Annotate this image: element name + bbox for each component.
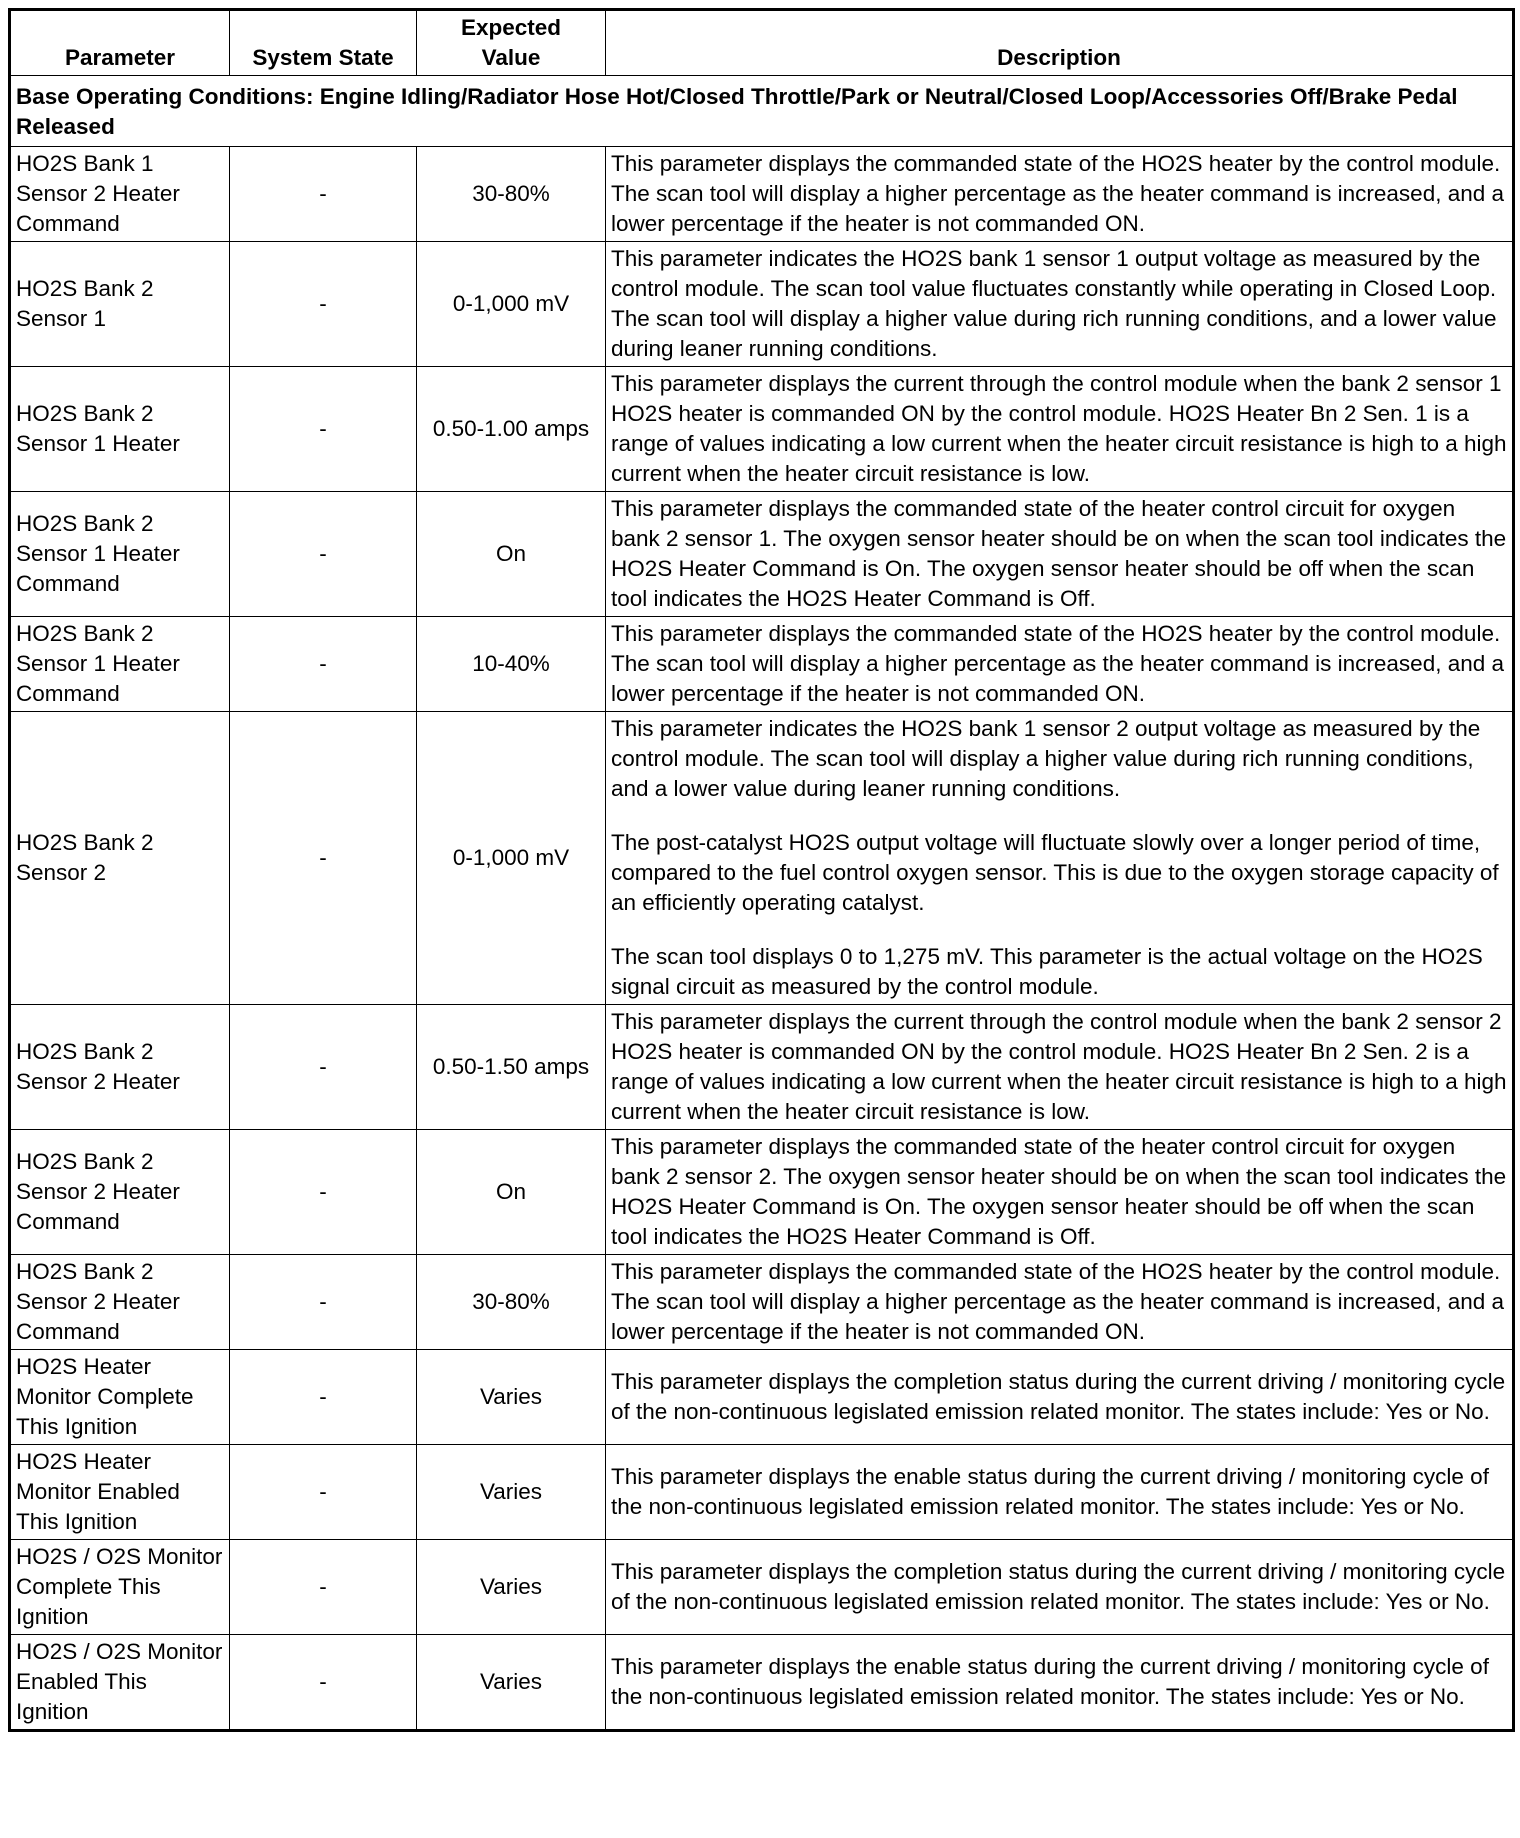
- description-paragraph: This parameter displays the enable status during the current driving / monitoring cycle of the non-continuous legislated emission related monitor. The states include: Yes or No.: [611, 1654, 1489, 1709]
- description-paragraph: This parameter displays the completion status during the current driving / monitoring cycle of the non-continuous legislated emission related monitor. The states include: Yes or No.: [611, 1369, 1506, 1424]
- system-state-cell: -: [230, 367, 417, 492]
- table-row: [10, 242, 1514, 367]
- expected-value-cell: 0.50-1.50 amps: [417, 1005, 606, 1130]
- description-paragraph: This parameter displays the commanded state of the HO2S heater by the control module. The scan tool will display a higher percentage as the heater command is increased, and a lower percentage if the heater is not commanded ON.: [611, 621, 1505, 706]
- description-paragraph: This parameter displays the current through the control module when the bank 2 sensor 2 HO2S heater is commanded ON by the control module. HO2S Heater Bn 2 Sen. 2 is a range of values indicating a low current when the heater circuit resistance is high to a high current when the heater circuit resistance is low.: [611, 1009, 1507, 1124]
- section-row: [10, 76, 1514, 147]
- description-cell: [606, 1005, 1514, 1130]
- description-cell: [606, 1635, 1514, 1731]
- table-row: [10, 492, 1514, 617]
- expected-value-cell: 30-80%: [417, 1255, 606, 1350]
- header-system-state: System State: [230, 10, 417, 76]
- system-state-cell: -: [230, 492, 417, 617]
- parameter-cell: HO2S Bank 2 Sensor 2 Heater Command: [10, 1130, 230, 1255]
- description-paragraph: This parameter displays the enable status during the current driving / monitoring cycle of the non-continuous legislated emission related monitor. The states include: Yes or No.: [611, 1464, 1489, 1519]
- expected-value-cell: Varies: [417, 1445, 606, 1540]
- parameter-cell: HO2S Heater Monitor Complete This Ignition: [10, 1350, 230, 1445]
- table-row: [10, 147, 1514, 242]
- description-paragraph: This parameter indicates the HO2S bank 1 sensor 1 output voltage as measured by the control module. The scan tool value fluctuates constantly while operating in Closed Loop. The scan tool will display a higher value during rich running conditions, and a lower value during leaner running conditions.: [611, 246, 1497, 361]
- description-paragraph: This parameter displays the completion status during the current driving / monitoring cycle of the non-continuous legislated emission related monitor. The states include: Yes or No.: [611, 1559, 1506, 1614]
- header-description: Description: [606, 10, 1514, 76]
- header-expected-value: Expected Value: [417, 10, 606, 76]
- description-cell: [606, 1255, 1514, 1350]
- system-state-cell: -: [230, 617, 417, 712]
- description-paragraph: This parameter displays the commanded state of the HO2S heater by the control module. The scan tool will display a higher percentage as the heater command is increased, and a lower percentage if the heater is not commanded ON.: [611, 151, 1505, 236]
- expected-value-cell: 0-1,000 mV: [417, 712, 606, 1005]
- description-cell: [606, 617, 1514, 712]
- description-paragraph: The post-catalyst HO2S output voltage will fluctuate slowly over a longer period of time, compared to the fuel control oxygen sensor. This is due to the oxygen storage capacity of an efficiently operating catalyst.: [611, 830, 1499, 915]
- expected-value-cell: Varies: [417, 1540, 606, 1635]
- description-paragraph: This parameter displays the current through the control module when the bank 2 sensor 1 HO2S heater is commanded ON by the control module. HO2S Heater Bn 2 Sen. 1 is a range of values indicating a low current when the heater circuit resistance is high to a high current when the heater circuit resistance is low.: [611, 371, 1507, 486]
- table-row: [10, 1350, 1514, 1445]
- expected-value-cell: Varies: [417, 1635, 606, 1731]
- expected-value-cell: Varies: [417, 1350, 606, 1445]
- table-row: [10, 1540, 1514, 1635]
- description-cell: [606, 367, 1514, 492]
- system-state-cell: -: [230, 1635, 417, 1731]
- parameter-cell: HO2S / O2S Monitor Complete This Ignition: [10, 1540, 230, 1635]
- parameter-cell: HO2S Heater Monitor Enabled This Ignition: [10, 1445, 230, 1540]
- description-paragraph: The scan tool displays 0 to 1,275 mV. This parameter is the actual voltage on the HO2S signal circuit as measured by the control module.: [611, 944, 1483, 999]
- table-row: [10, 1445, 1514, 1540]
- parameter-cell: HO2S Bank 2 Sensor 2 Heater: [10, 1005, 230, 1130]
- description-paragraph: This parameter indicates the HO2S bank 1 sensor 2 output voltage as measured by the control module. The scan tool will display a higher value during rich running conditions, and a lower value during leaner running conditions.: [611, 716, 1481, 801]
- parameter-cell: HO2S Bank 2 Sensor 1 Heater Command: [10, 492, 230, 617]
- system-state-cell: -: [230, 1540, 417, 1635]
- table-row: [10, 712, 1514, 1005]
- description-cell: [606, 492, 1514, 617]
- system-state-cell: -: [230, 242, 417, 367]
- description-cell: [606, 1540, 1514, 1635]
- description-cell: [606, 242, 1514, 367]
- parameter-table: [8, 8, 1515, 1732]
- parameter-cell: HO2S Bank 2 Sensor 1 Heater Command: [10, 617, 230, 712]
- table-row: [10, 1635, 1514, 1731]
- table-row: [10, 617, 1514, 712]
- description-cell: [606, 1350, 1514, 1445]
- expected-value-cell: 30-80%: [417, 147, 606, 242]
- expected-value-cell: 0-1,000 mV: [417, 242, 606, 367]
- parameter-cell: HO2S Bank 2 Sensor 1 Heater: [10, 367, 230, 492]
- description-cell: [606, 712, 1514, 1005]
- system-state-cell: -: [230, 1350, 417, 1445]
- description-cell: [606, 1445, 1514, 1540]
- system-state-cell: -: [230, 712, 417, 1005]
- system-state-cell: -: [230, 1130, 417, 1255]
- system-state-cell: -: [230, 1255, 417, 1350]
- description-paragraph: This parameter displays the commanded state of the heater control circuit for oxygen bank 2 sensor 1. The oxygen sensor heater should be on when the scan tool indicates the HO2S Heater Command is On. The oxygen sensor heater should be off when the scan tool indicates the HO2S Heater Command is Off.: [611, 496, 1507, 611]
- expected-value-cell: 0.50-1.00 amps: [417, 367, 606, 492]
- table-row: [10, 1255, 1514, 1350]
- parameter-cell: HO2S / O2S Monitor Enabled This Ignition: [10, 1635, 230, 1731]
- parameter-cell: HO2S Bank 1 Sensor 2 Heater Command: [10, 147, 230, 242]
- description-paragraph: This parameter displays the commanded state of the HO2S heater by the control module. The scan tool will display a higher percentage as the heater command is increased, and a lower percentage if the heater is not commanded ON.: [611, 1259, 1505, 1344]
- header-row: [10, 10, 1514, 76]
- expected-value-cell: On: [417, 492, 606, 617]
- description-cell: [606, 147, 1514, 242]
- table-row: [10, 1130, 1514, 1255]
- system-state-cell: -: [230, 1005, 417, 1130]
- expected-value-cell: 10-40%: [417, 617, 606, 712]
- section-title: Base Operating Conditions: Engine Idling/Radiator Hose Hot/Closed Throttle/Park or Neutral/Closed Loop/Accessories Off/Brake Pedal Released: [10, 76, 1514, 147]
- description-paragraph: This parameter displays the commanded state of the heater control circuit for oxygen bank 2 sensor 2. The oxygen sensor heater should be on when the scan tool indicates the HO2S Heater Command is On. The oxygen sensor heater should be off when the scan tool indicates the HO2S Heater Command is Off.: [611, 1134, 1507, 1249]
- description-cell: [606, 1130, 1514, 1255]
- parameter-cell: HO2S Bank 2 Sensor 1: [10, 242, 230, 367]
- table-row: [10, 1005, 1514, 1130]
- system-state-cell: -: [230, 147, 417, 242]
- header-parameter: Parameter: [10, 10, 230, 76]
- parameter-cell: HO2S Bank 2 Sensor 2: [10, 712, 230, 1005]
- table-row: [10, 367, 1514, 492]
- parameter-cell: HO2S Bank 2 Sensor 2 Heater Command: [10, 1255, 230, 1350]
- system-state-cell: -: [230, 1445, 417, 1540]
- expected-value-cell: On: [417, 1130, 606, 1255]
